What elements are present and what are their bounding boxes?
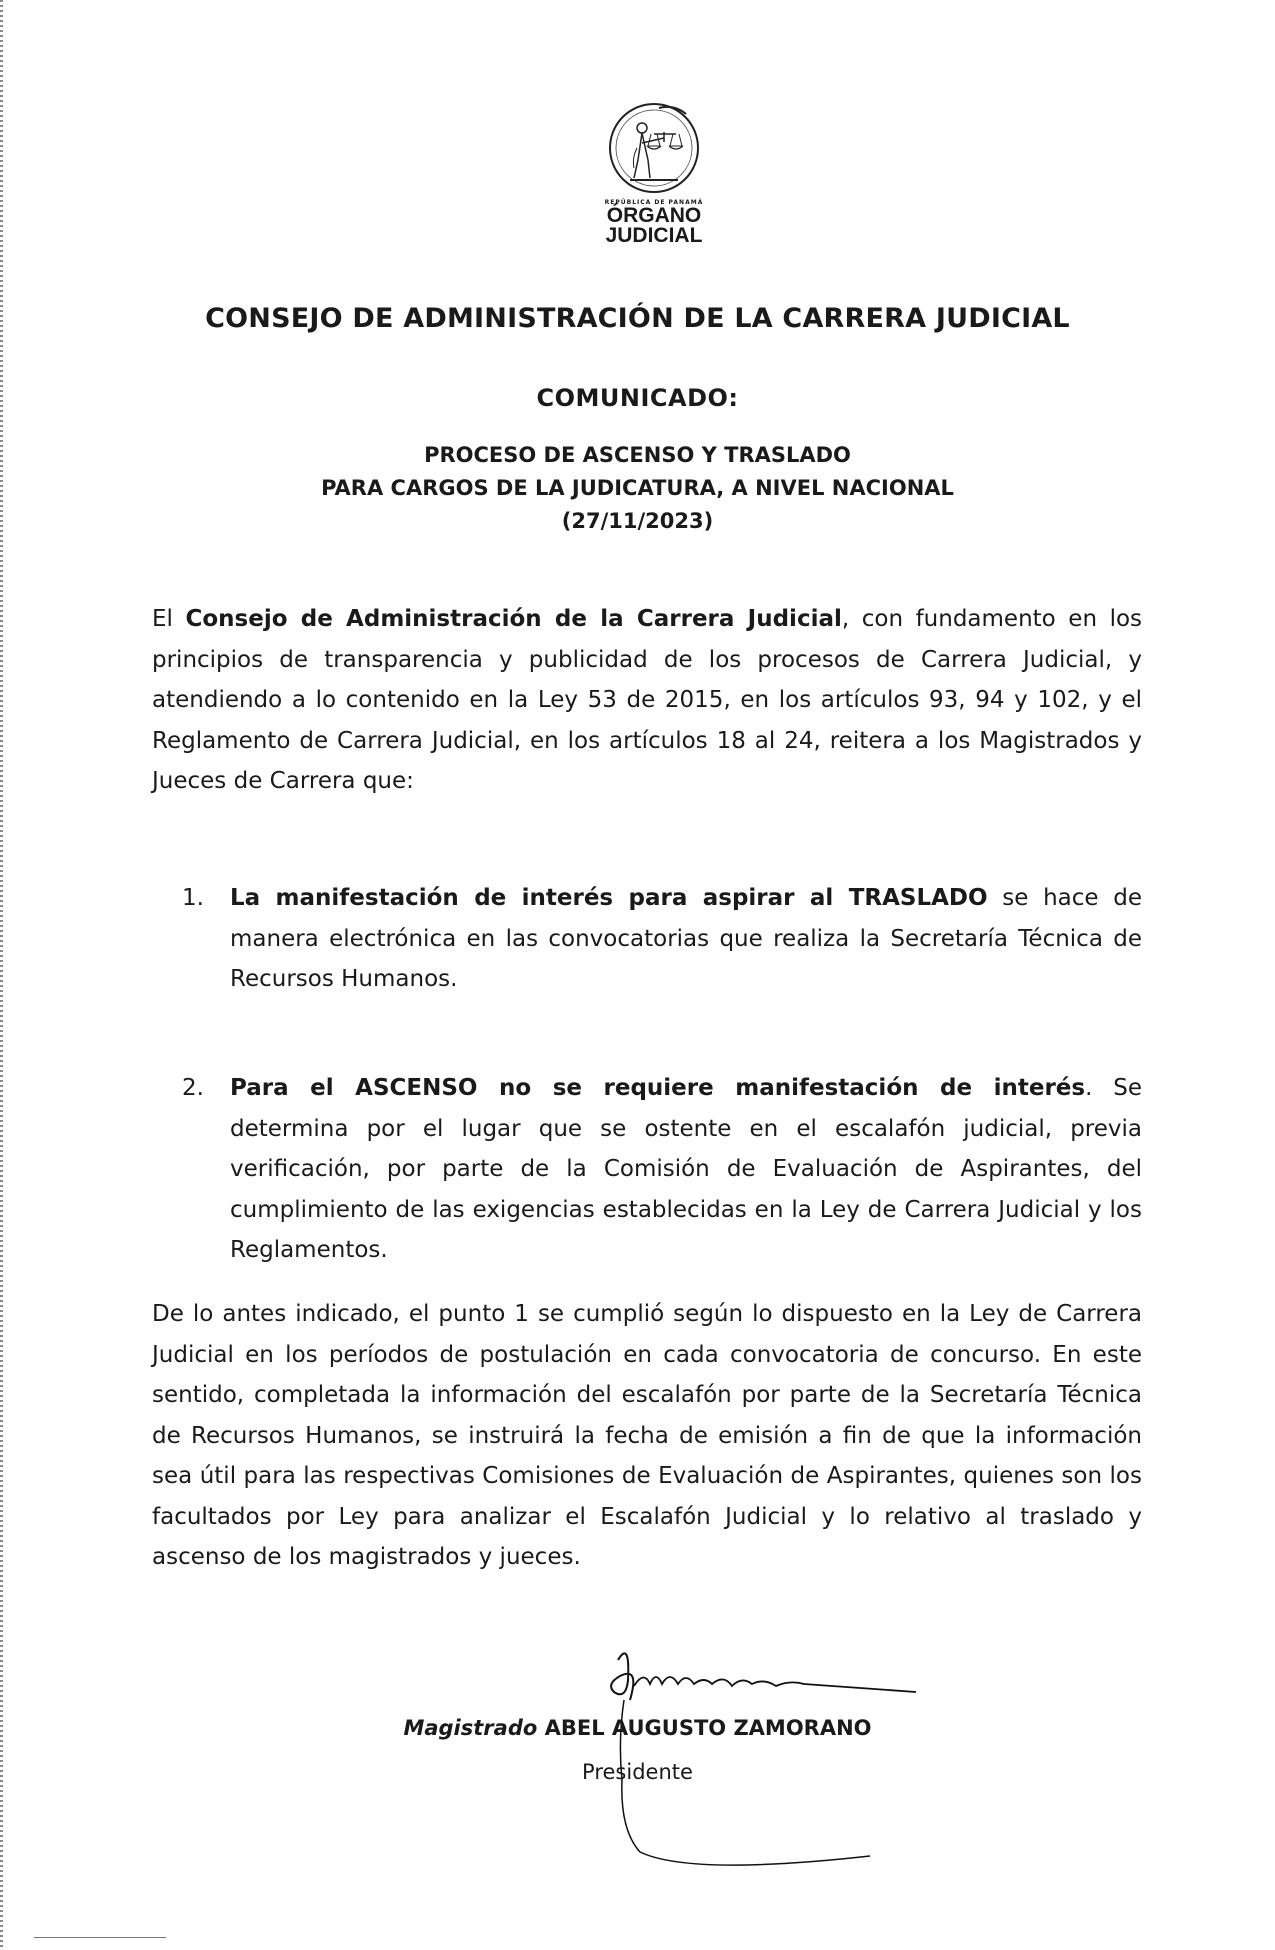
logo-caption: REPÚBLICA DE PANAMÁ bbox=[604, 199, 704, 206]
list-item-bold-keyword: ASCENSO no se requiere manifestación de interés bbox=[355, 1075, 1086, 1101]
council-heading: CONSEJO DE ADMINISTRACIÓN DE LA CARRERA JUDICIAL bbox=[205, 303, 1070, 334]
signatory-fullname: ABEL AUGUSTO ZAMORANO bbox=[544, 1716, 872, 1740]
organo-judicial-logo bbox=[588, 98, 720, 246]
list-item-bold: La manifestación de interés para aspirar al bbox=[230, 885, 849, 911]
list-item-bold-keyword: TRASLADO bbox=[848, 885, 988, 911]
list-item-rest: se hace de manera electrónica en las convocatorias que realiza la Secretaría Técnica de Recursos Humanos. bbox=[230, 885, 1142, 992]
subtitle-date: (27/11/2023) bbox=[561, 509, 714, 533]
intro-bold: Consejo de Administración de la Carrera Judicial bbox=[185, 606, 842, 632]
signatory-title: Magistrado bbox=[403, 1716, 538, 1740]
list-item-number: 1. bbox=[182, 885, 204, 911]
intro-rest: , con fundamento en los principios de transparencia y publicidad de los procesos de Carrera Judicial, y atendiendo a lo contenido en la Ley 53 de 2015, en los artículos 93, 94 y 102, y el Reglamento de Carrera Judicial, en los artículos 18 al 24, reitera a los Magistrados y Jueces de Carrera que: bbox=[152, 606, 1143, 794]
subtitle-line2: PARA CARGOS DE LA JUDICATURA, A NIVEL NACIONAL bbox=[321, 476, 954, 500]
signatory-name bbox=[0, 1716, 1275, 1740]
logo-name-line2: JUDICIAL bbox=[605, 224, 703, 247]
list-item-text bbox=[230, 878, 1142, 1000]
list-item-rest: . Se determina por el lugar que se ostente en el escalafón judicial, previa verificación, por parte de la Comisión de Evaluación de Aspirantes, del cumplimiento de las exigencias establecidas en la Ley de Carrera Judicial y los Reglamentos. bbox=[230, 1075, 1142, 1263]
intro-lead: El bbox=[152, 606, 186, 632]
scan-edge bbox=[0, 0, 3, 1950]
list-item-bold: Para el bbox=[230, 1075, 356, 1101]
closing-paragraph: De lo antes indicado, el punto 1 se cumplió según lo dispuesto en la Ley de Carrera Judicial en los períodos de postulación en cada convocatoria de concurso. En este sentido, completada la información del escalafón por parte de la Secretaría Técnica de Recursos Humanos, se instruirá la fecha de emisión a fin de que la información sea útil para las respectivas Comisiones de Evaluación de Aspirantes, quienes son los facultados por Ley para analizar el Escalafón Judicial y lo relativo al traslado y ascenso de los magistrados y jueces. bbox=[152, 1301, 1142, 1570]
logo-name-line1: ÓRGANO bbox=[606, 204, 702, 227]
intro-paragraph bbox=[152, 599, 1142, 802]
justice-seal-icon bbox=[604, 98, 704, 198]
list-item-text bbox=[230, 1068, 1142, 1271]
footer-rule bbox=[34, 1937, 166, 1938]
signatory-role: Presidente bbox=[582, 1760, 693, 1784]
subtitle-line1: PROCESO DE ASCENSO Y TRASLADO bbox=[424, 443, 851, 467]
list-item-number: 2. bbox=[182, 1075, 204, 1101]
comunicado-label: COMUNICADO: bbox=[536, 384, 739, 412]
